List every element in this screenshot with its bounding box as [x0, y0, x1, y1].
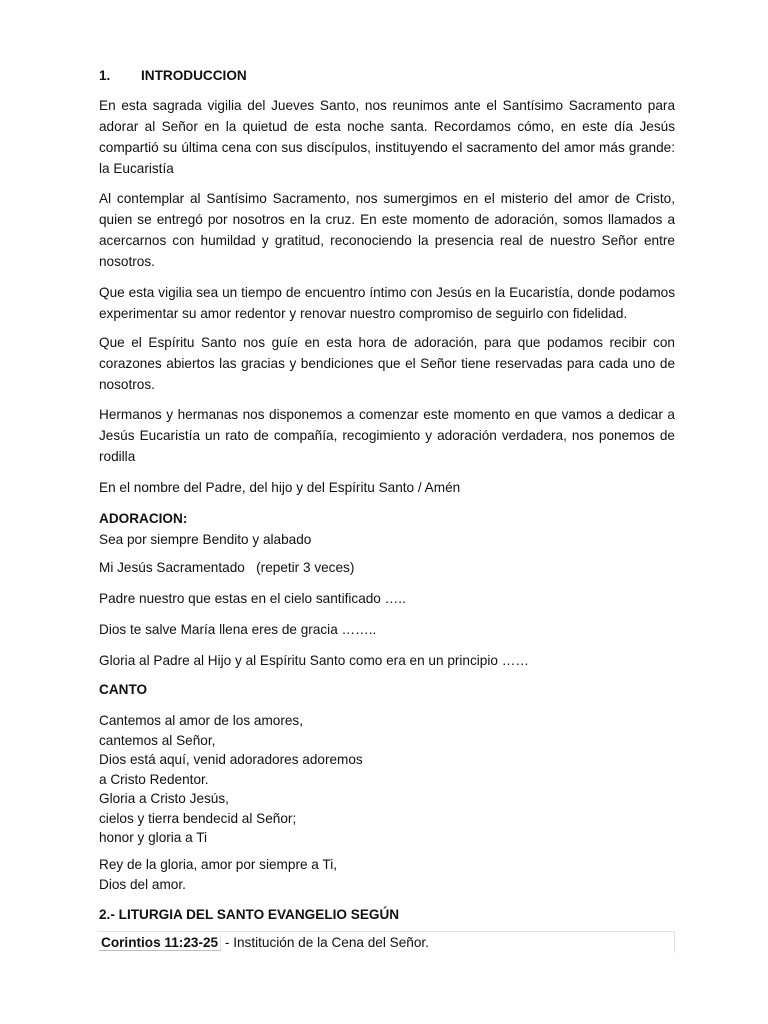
prayer-gloria: Gloria al Padre al Hijo y al Espíritu Santo como era en un principio …… — [99, 653, 529, 668]
canto-heading: CANTO — [99, 682, 148, 697]
adoracion-line-1: Sea por siempre Bendito y alabado — [99, 532, 312, 547]
reading-line — [99, 933, 429, 952]
lyric-line: a Cristo Redentor. — [99, 771, 209, 787]
lyric-line: cantemos al Señor, — [99, 732, 216, 748]
section-title: INTRODUCCION — [141, 68, 247, 83]
paragraph-hermanos: Hermanos y hermanas nos disponemos a comenzar este momento en que vamos a dedicar a Jesús Eucaristía un rato de compañía, recogimiento y adoración verdadera, nos ponemos de rodilla — [99, 407, 675, 464]
section-number: 1. — [99, 68, 111, 83]
lyric-line: Dios está aquí, venid adoradores adoremos — [99, 752, 363, 767]
paragraph-vigilia: Que esta vigilia sea un tiempo de encuentro íntimo con Jesús en la Eucaristía, donde podamos experimentar su amor redentor y renovar nuestro compromiso de seguirlo con fidelidad. — [99, 285, 675, 321]
prayer-ave-maria: Dios te salve María llena eres de gracia …….. — [99, 622, 377, 637]
reading-separator: - — [221, 935, 234, 950]
prayer-padre-nuestro: Padre nuestro que estas en el cielo santificado ….. — [99, 591, 406, 606]
lyric-line: honor y gloria a Ti — [99, 830, 208, 845]
lyric-line: Gloria a Cristo Jesús, — [99, 791, 229, 806]
paragraph-contemplar: Al contemplar al Santísimo Sacramento, nos sumergimos en el misterio del amor de Cristo, quien se entregó por nosotros en la cruz. En este momento de adoración, somos llamados a acercarnos con humildad y gratitud, reconociendo la presencia real de nuestro Señor entre nosotros. — [99, 191, 675, 269]
sign-of-cross: En el nombre del Padre, del hijo y del Espíritu Santo / Amén — [99, 480, 461, 495]
paragraph-intro: En esta sagrada vigilia del Jueves Santo, nos reunimos ante el Santísimo Sacramento para adorar al Señor en la quietud de esta noche santa. Recordamos cómo, en este día Jesús compartió su última cena con sus discípulos, instituyendo el sacramento del amor más grande: la Eucaristía — [99, 98, 675, 176]
lyric-line: Dios del amor. — [99, 876, 186, 892]
paragraph-espiritu-santo: Que el Espíritu Santo nos guíe en esta hora de adoración, para que podamos recibir con corazones abiertos las gracias y bendiciones que el Señor tiene reservadas para cada uno de nosotros. — [99, 335, 675, 392]
section-heading-liturgia: 2.- LITURGIA DEL SANTO EVANGELIO SEGÚN — [99, 907, 400, 922]
lyric-line: cielos y tierra bendecid al Señor; — [99, 810, 297, 826]
canto-stanza-1 — [99, 711, 675, 848]
lyric-line: Cantemos al amor de los amores, — [99, 713, 303, 728]
adoracion-heading: ADORACION: — [99, 511, 188, 526]
lyric-line: Rey de la gloria, amor por siempre a Ti, — [99, 857, 337, 872]
section-heading-introduccion — [99, 65, 675, 86]
reading-reference: Corintios 11:23-25 — [99, 935, 221, 951]
adoracion-line-2: Mi Jesús Sacramentado (repetir 3 veces) — [99, 560, 355, 575]
reading-title: Institución de la Cena del Señor. — [233, 935, 429, 950]
canto-stanza-2 — [99, 855, 675, 894]
